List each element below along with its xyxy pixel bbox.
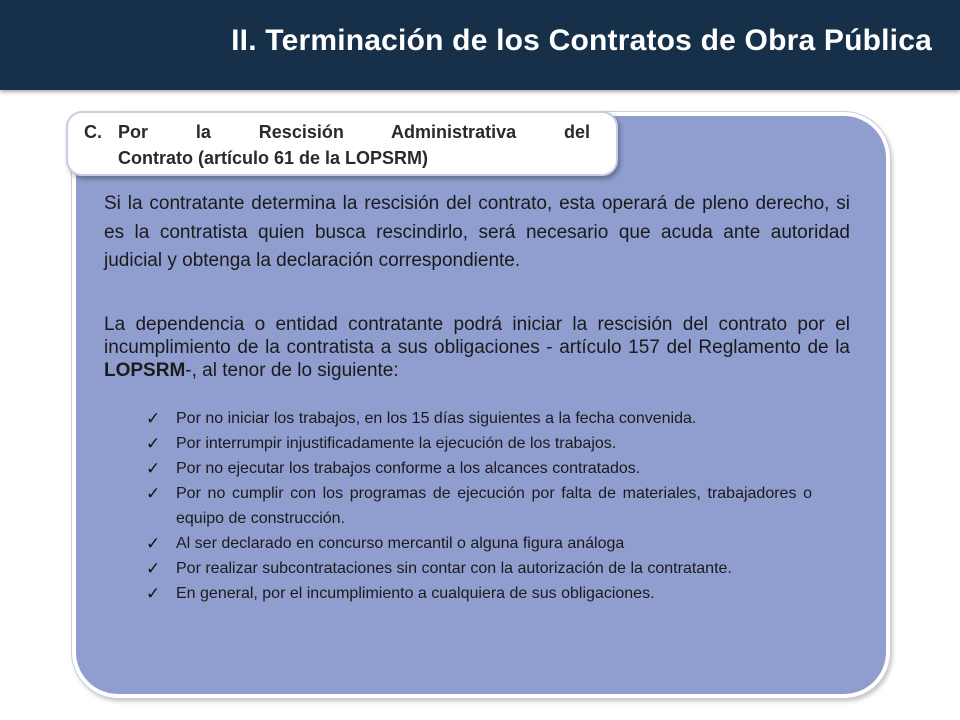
section-title-line2: Contrato (artículo 61 de la LOPSRM)	[118, 148, 429, 168]
paragraph-text-before: La dependencia o entidad contratante podrá iniciar la rescisión del contrato por el incumplimiento de la contratista a sus obligaciones - artículo 157 del Reglamento de la	[104, 314, 850, 358]
list-item-text: En general, por el incumplimiento a cualquiera de sus obligaciones.	[176, 585, 655, 602]
section-heading-box	[66, 111, 618, 176]
checkmark-icon: ✓	[146, 584, 161, 603]
paragraph-rescission-start	[104, 313, 850, 382]
paragraph-law-acronym: LOPSRM	[104, 360, 186, 381]
list-item	[144, 406, 812, 431]
list-item-text: Por interrumpir injustificadamente la ejecución de los trabajos.	[176, 435, 617, 452]
checkmark-icon: ✓	[146, 409, 161, 428]
list-item	[144, 556, 812, 581]
list-item-text: Por no iniciar los trabajos, en los 15 días siguientes a la fecha convenida.	[176, 410, 697, 427]
checkmark-icon: ✓	[146, 459, 161, 478]
section-title-line1: Por la Rescisión Administrativa del	[118, 122, 590, 142]
checkmark-icon: ✓	[146, 534, 161, 553]
section-letter: C.	[84, 122, 102, 142]
rescission-causes-list	[144, 406, 812, 606]
list-item	[144, 481, 812, 531]
paragraph-rescission-effect: Si la contratante determina la rescisión del contrato, esta operará de pleno derecho, si es la contratista quien busca rescindirlo, será necesario que acuda ante autoridad judicial y obtenga la declaración correspondiente.	[104, 193, 850, 271]
paragraph-text-after: -, al tenor de lo siguiente:	[185, 360, 399, 381]
checkmark-icon: ✓	[146, 484, 161, 503]
list-item	[144, 531, 812, 556]
list-item-text: Al ser declarado en concurso mercantil o alguna figura análoga	[176, 535, 625, 552]
slide-title: II. Terminación de los Contratos de Obra Pública	[231, 24, 932, 57]
list-item-text: Por no ejecutar los trabajos conforme a los alcances contratados.	[176, 460, 641, 477]
header-bar	[0, 0, 960, 90]
checkmark-icon: ✓	[146, 559, 161, 578]
list-item	[144, 456, 812, 481]
list-item	[144, 431, 812, 456]
list-item-text: Por realizar subcontrataciones sin contar con la autorización de la contratante.	[176, 560, 732, 577]
checkmark-icon: ✓	[146, 434, 161, 453]
list-item	[144, 581, 812, 606]
list-item-text: Por no cumplir con los programas de ejecución por falta de materiales, trabajadores o equipo de construcción.	[176, 485, 812, 527]
